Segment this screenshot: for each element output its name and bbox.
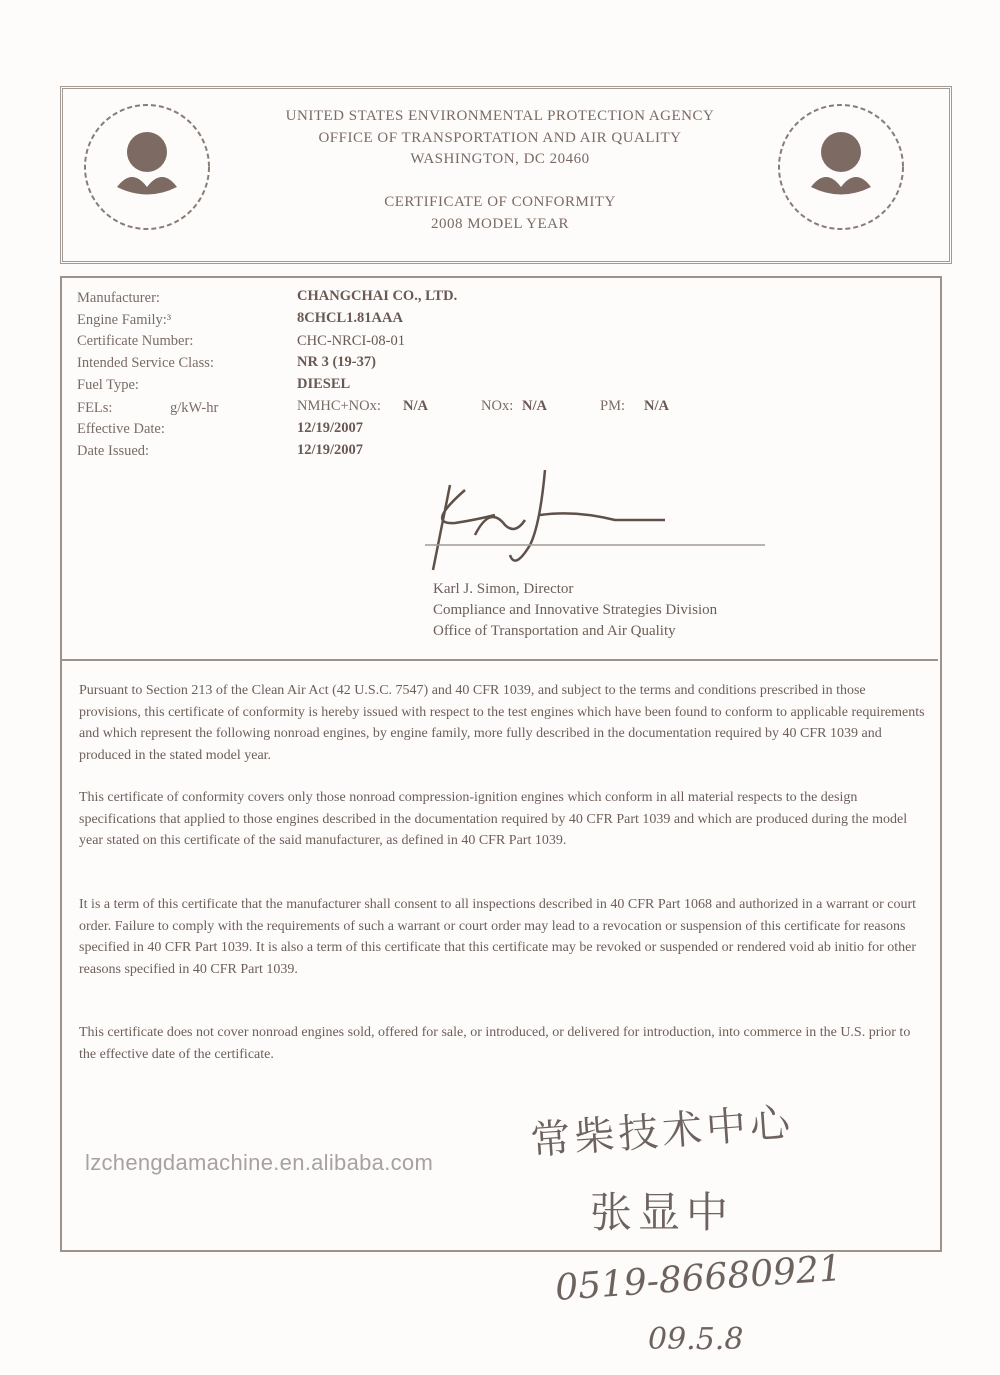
manufacturer-label: Manufacturer:	[77, 290, 160, 306]
signatory-office: Office of Transportation and Air Quality	[433, 623, 676, 639]
certificate-number-value: CHC-NRCI-08-01	[297, 333, 405, 349]
signatory-division: Compliance and Innovative Strategies Division	[433, 602, 718, 618]
nox-label: NOx:	[481, 398, 514, 414]
certificate-title: CERTIFICATE OF CONFORMITY	[384, 194, 616, 210]
service-class-value: NR 3 (19-37)	[297, 354, 376, 370]
effective-date-value: 12/19/2007	[297, 420, 364, 436]
model-year: 2008 MODEL YEAR	[430, 216, 570, 232]
fuel-type-value: DIESEL	[297, 376, 351, 392]
service-class-label: Intended Service Class:	[77, 355, 214, 371]
effective-date-label: Effective Date:	[77, 421, 165, 437]
fuel-type-label: Fuel Type:	[77, 377, 139, 393]
paragraph-prior-sales: This certificate does not cover nonroad engines sold, offered for sale, or introduced, or delivered for introduction, into commerce in the U.S. prior to the effective date of the certificate.	[79, 1025, 911, 1062]
director-signature	[415, 465, 775, 575]
date-issued-value: 12/19/2007	[297, 442, 364, 458]
section-divider	[62, 659, 938, 661]
date-issued-label: Date Issued:	[77, 443, 150, 459]
fels-unit: g/kW-hr	[170, 400, 219, 416]
engine-family-label: Engine Family:³	[77, 312, 172, 328]
signatory-name: Karl J. Simon, Director	[433, 581, 574, 597]
paragraph-inspection-terms: It is a term of this certificate that the manufacturer shall consent to all inspections described in 40 CFR Part 1068 and authorized in a warrant or court order. Failure to comply with the requirements of such a warrant or court order may lead to a revocation or suspension of this certificate for reasons specified in 40 CFR Part 1039. It is also a term of this certificate that this certificate may be revoked or suspended or rendered void ab initio for other reasons specified in 40 CFR Part 1039.	[79, 897, 917, 977]
location: WASHINGTON, DC 20460	[410, 151, 590, 167]
watermark: lzchengdamachine.en.alibaba.com	[85, 1150, 434, 1175]
agency-name: UNITED STATES ENVIRONMENTAL PROTECTION AGENCY	[285, 108, 715, 124]
handwritten-company: 常柴技术中心	[528, 1099, 796, 1165]
handwritten-date: 09.5.8	[648, 1322, 744, 1357]
office-name: OFFICE OF TRANSPORTATION AND AIR QUALITY	[318, 130, 682, 146]
paragraph-coverage: This certificate of conformity covers only those nonroad compression-ignition engines which conform in all material respects to the design specifications that applied to those engines described in the documentation required by 40 CFR Part 1039 and which are produced during the model year stated on this certificate of the said manufacturer, as defined in 40 CFR Part 1039.	[79, 790, 908, 848]
nmhc-value: N/A	[403, 398, 428, 414]
handwritten-name: 张显中	[590, 1188, 735, 1237]
handwritten-phone: 0519-86680921	[553, 1248, 844, 1309]
manufacturer-value: CHANGCHAI CO., LTD.	[297, 288, 458, 304]
pm-value: N/A	[644, 398, 669, 414]
nox-value: N/A	[522, 398, 547, 414]
certificate-number-label: Certificate Number:	[77, 333, 194, 349]
pm-label: PM:	[600, 398, 625, 414]
fels-label: FELs:	[77, 400, 113, 416]
nmhc-label: NMHC+NOx:	[297, 398, 381, 414]
engine-family-value: 8CHCL1.81AAA	[297, 310, 403, 326]
paragraph-pursuant: Pursuant to Section 213 of the Clean Air Act (42 U.S.C. 7547) and 40 CFR 1039, and subject to the terms and conditions prescribed in those provisions, this certificate of conformity is hereby issued with respect to the test engines which have been found to conform to applicable requirements and which represent the following nonroad engines, by engine family, more fully described in the documentation required by 40 CFR 1039 and produced in the stated model year.	[79, 683, 925, 763]
